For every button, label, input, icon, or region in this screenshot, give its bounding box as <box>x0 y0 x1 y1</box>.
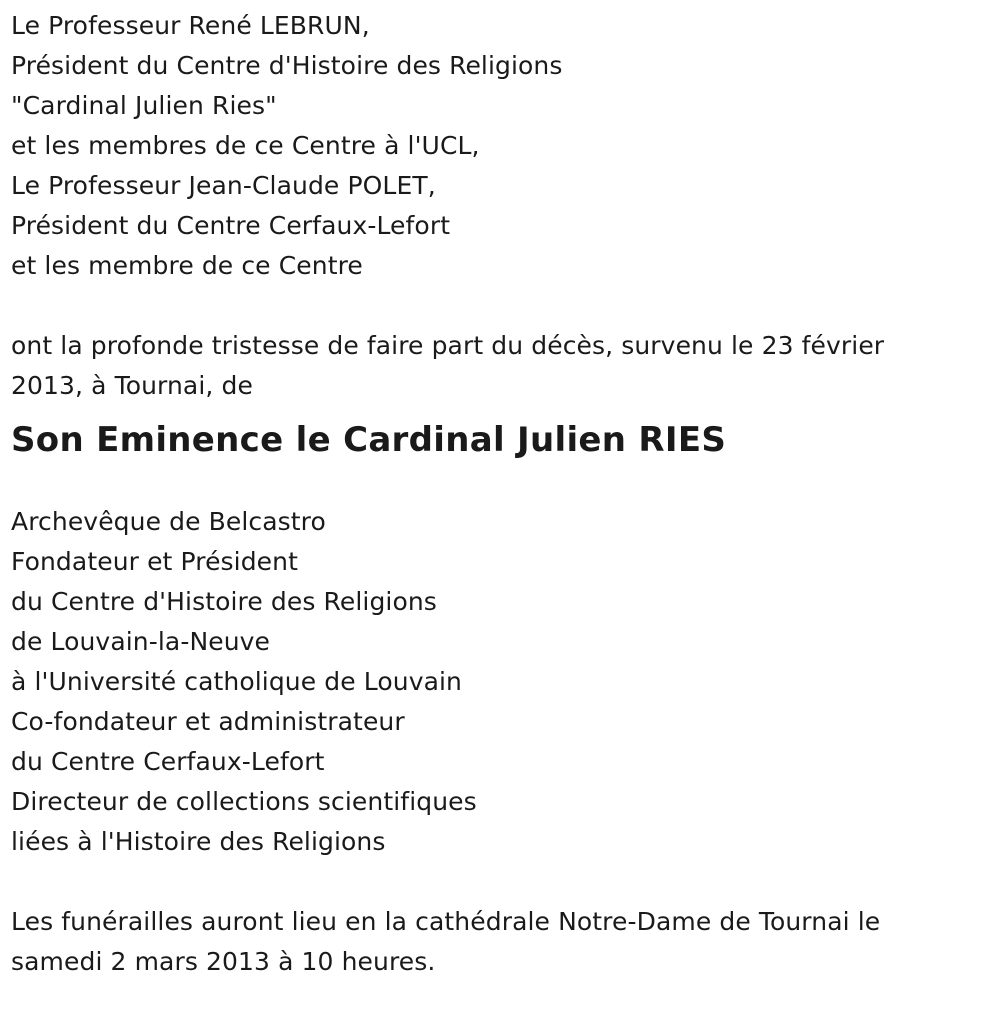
title-line: Directeur de collections scientifiques <box>11 787 477 816</box>
funeral-block <box>11 902 1000 982</box>
title-line: à l'Université catholique de Louvain <box>11 667 462 696</box>
announcers-block <box>11 6 1000 286</box>
announcement-line: 2013, à Tournai, de <box>11 371 253 400</box>
spacer <box>11 468 1000 502</box>
announcer-line: Président du Centre Cerfaux-Lefort <box>11 211 451 240</box>
announcer-line: et les membres de ce Centre à l'UCL, <box>11 131 480 160</box>
announcer-line: "Cardinal Julien Ries" <box>11 91 277 120</box>
spacer <box>11 862 1000 902</box>
title-line: Co-fondateur et administrateur <box>11 707 405 736</box>
announcer-line: Le Professeur Jean-Claude POLET, <box>11 171 436 200</box>
funeral-line: Les funérailles auront lieu en la cathédrale Notre-Dame de Tournai le <box>11 907 881 936</box>
title-line: du Centre Cerfaux-Lefort <box>11 747 325 776</box>
deceased-name-heading: Son Eminence le Cardinal Julien RIES <box>11 420 727 460</box>
title-line: Fondateur et Président <box>11 547 299 576</box>
title-line: de Louvain-la-Neuve <box>11 627 271 656</box>
title-line: liées à l'Histoire des Religions <box>11 827 386 856</box>
title-line: du Centre d'Histoire des Religions <box>11 587 437 616</box>
announcer-line: et les membre de ce Centre <box>11 251 363 280</box>
announcer-line: Le Professeur René LEBRUN, <box>11 11 370 40</box>
titles-block <box>11 502 1000 862</box>
announcement-line: ont la profonde tristesse de faire part du décès, survenu le 23 février <box>11 331 885 360</box>
spacer <box>11 286 1000 326</box>
funeral-line: samedi 2 mars 2013 à 10 heures. <box>11 947 436 976</box>
title-line: Archevêque de Belcastro <box>11 507 326 536</box>
announcement-block <box>11 326 1000 406</box>
announcer-line: Président du Centre d'Histoire des Religions <box>11 51 563 80</box>
